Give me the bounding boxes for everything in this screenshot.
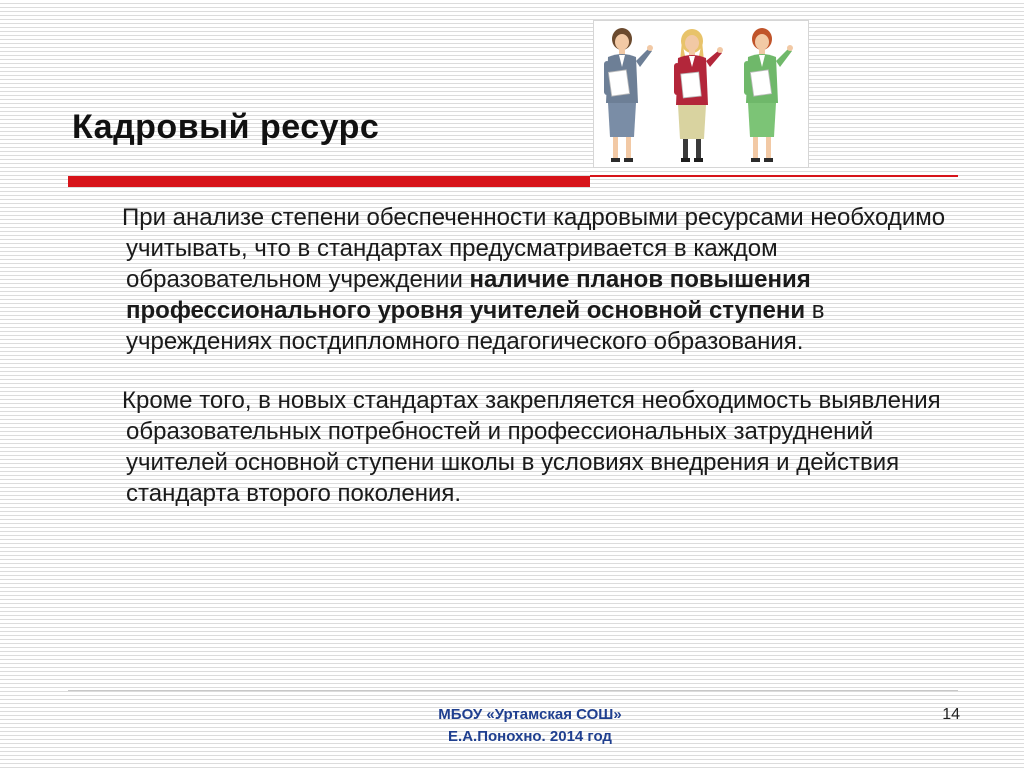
three-women-teachers-illustration: [593, 20, 809, 168]
slide-footer: [380, 704, 680, 748]
footer-author-year: Е.А.Понохно. 2014 год: [448, 728, 612, 745]
footer-divider: [68, 690, 958, 691]
paragraph-1-intro: При анализе степени обеспеченности кадровыми ресурсами необходимо учитывать, что в стандартах предусматривается в каждом образовательном учреждении: [122, 204, 946, 293]
paragraph-1-emphasis: наличие планов повышения профессионального уровня учителей основной ступени: [126, 266, 811, 324]
woman-green-suit-figure: [744, 28, 793, 162]
title-underline-thin-line: [590, 175, 958, 177]
page-number: 14: [942, 706, 960, 723]
paragraph-1-ending: в учреждениях постдипломного педагогического образования.: [126, 297, 825, 355]
footer-organization: МБОУ «Уртамская СОШ»: [438, 706, 622, 723]
slide-title: Кадровый ресурс: [72, 108, 380, 146]
paragraph-staff-development: [122, 202, 956, 357]
paragraph-teacher-needs: Кроме того, в новых стандартах закрепляется необходимость выявления образовательных потребностей и профессиональных затруднений учителей основной ступени школы в условиях внедрения и действия стандарта второго поколения.: [122, 387, 941, 507]
woman-grey-suit-figure: [604, 28, 653, 162]
slide-body: [122, 202, 956, 537]
woman-red-jacket-figure: [674, 29, 723, 162]
title-underline-bar: [68, 176, 590, 187]
